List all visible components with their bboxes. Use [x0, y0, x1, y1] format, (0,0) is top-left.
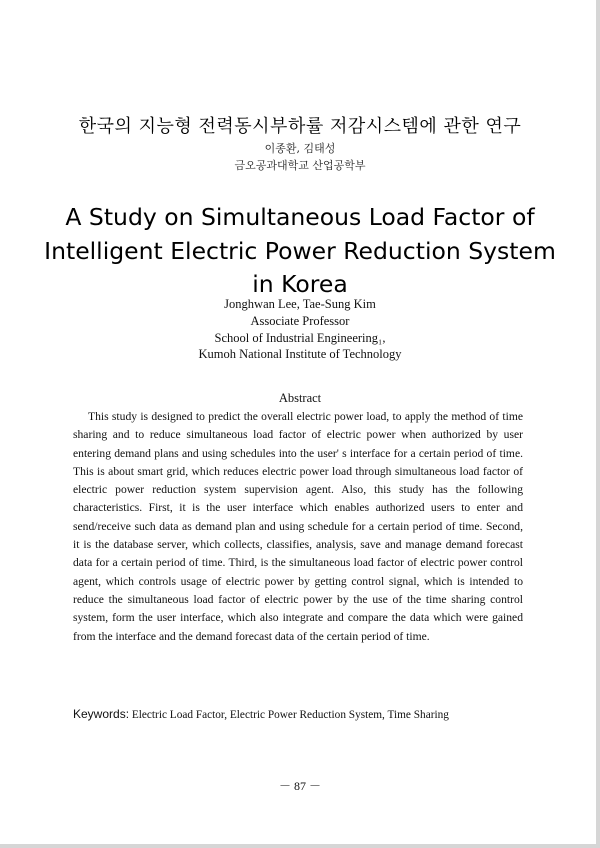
author-position: Associate Professor — [250, 314, 350, 328]
english-authors: Jonghwan Lee, Tae-Sung Kim — [224, 297, 376, 311]
page-number: － 87 － — [278, 779, 321, 793]
keywords-label: Keywords: — [73, 707, 130, 721]
korean-title: 한국의 지능형 전력동시부하률 저감시스템에 관한 연구 — [78, 116, 522, 137]
author-institution: Kumoh National Institute of Technology — [198, 347, 402, 361]
keywords-text: Electric Load Factor, Electric Power Reduction System, Time Sharing — [129, 709, 449, 721]
english-title — [0, 201, 600, 302]
page-bottom-shadow — [0, 844, 600, 848]
abstract-body: This study is designed to predict the overall electric power load, to apply the method of time sharing and to reduce simultaneous load factor of electric power when authorized by user entering demand plans and using schedules into the user' s interface for a certain period of time. This is about smart grid, which reduces electric power load through simultaneous load factor of electric power reduction system supervision agent. Also, this study has the following characteristics. First, it is the user interface which enables authorized users to enter and send/receive such data as demand plan and using schedule for a certain period of time. Second, it is the database server, which collects, classifies, analysis, save and manage demand forecast data for a certain period of time. Third, is the simultaneous load factor of electric power control agent, which controls usage of electric power by getting control signal, which is intended to reduce the simultaneous load factor of electric power by the use of the time sharing control system, form the user interface, which also integrate and compare the data which were gained from the interface and the demand forecast data of the certain period of time. — [73, 410, 523, 643]
abstract-heading: Abstract — [278, 391, 322, 405]
author-school: School of Industrial Engineering₁, — [214, 331, 386, 345]
english-title-line-2: Intelligent Electric Power Reduction System — [44, 236, 556, 265]
korean-authors: 이종환, 김태성 — [264, 142, 336, 155]
korean-affiliation: 금오공과대학교 산업공학부 — [234, 159, 366, 172]
keywords — [73, 707, 533, 721]
english-title-line-1: A Study on Simultaneous Load Factor of — [65, 203, 535, 231]
english-title-line-3: in Korea — [252, 270, 348, 298]
